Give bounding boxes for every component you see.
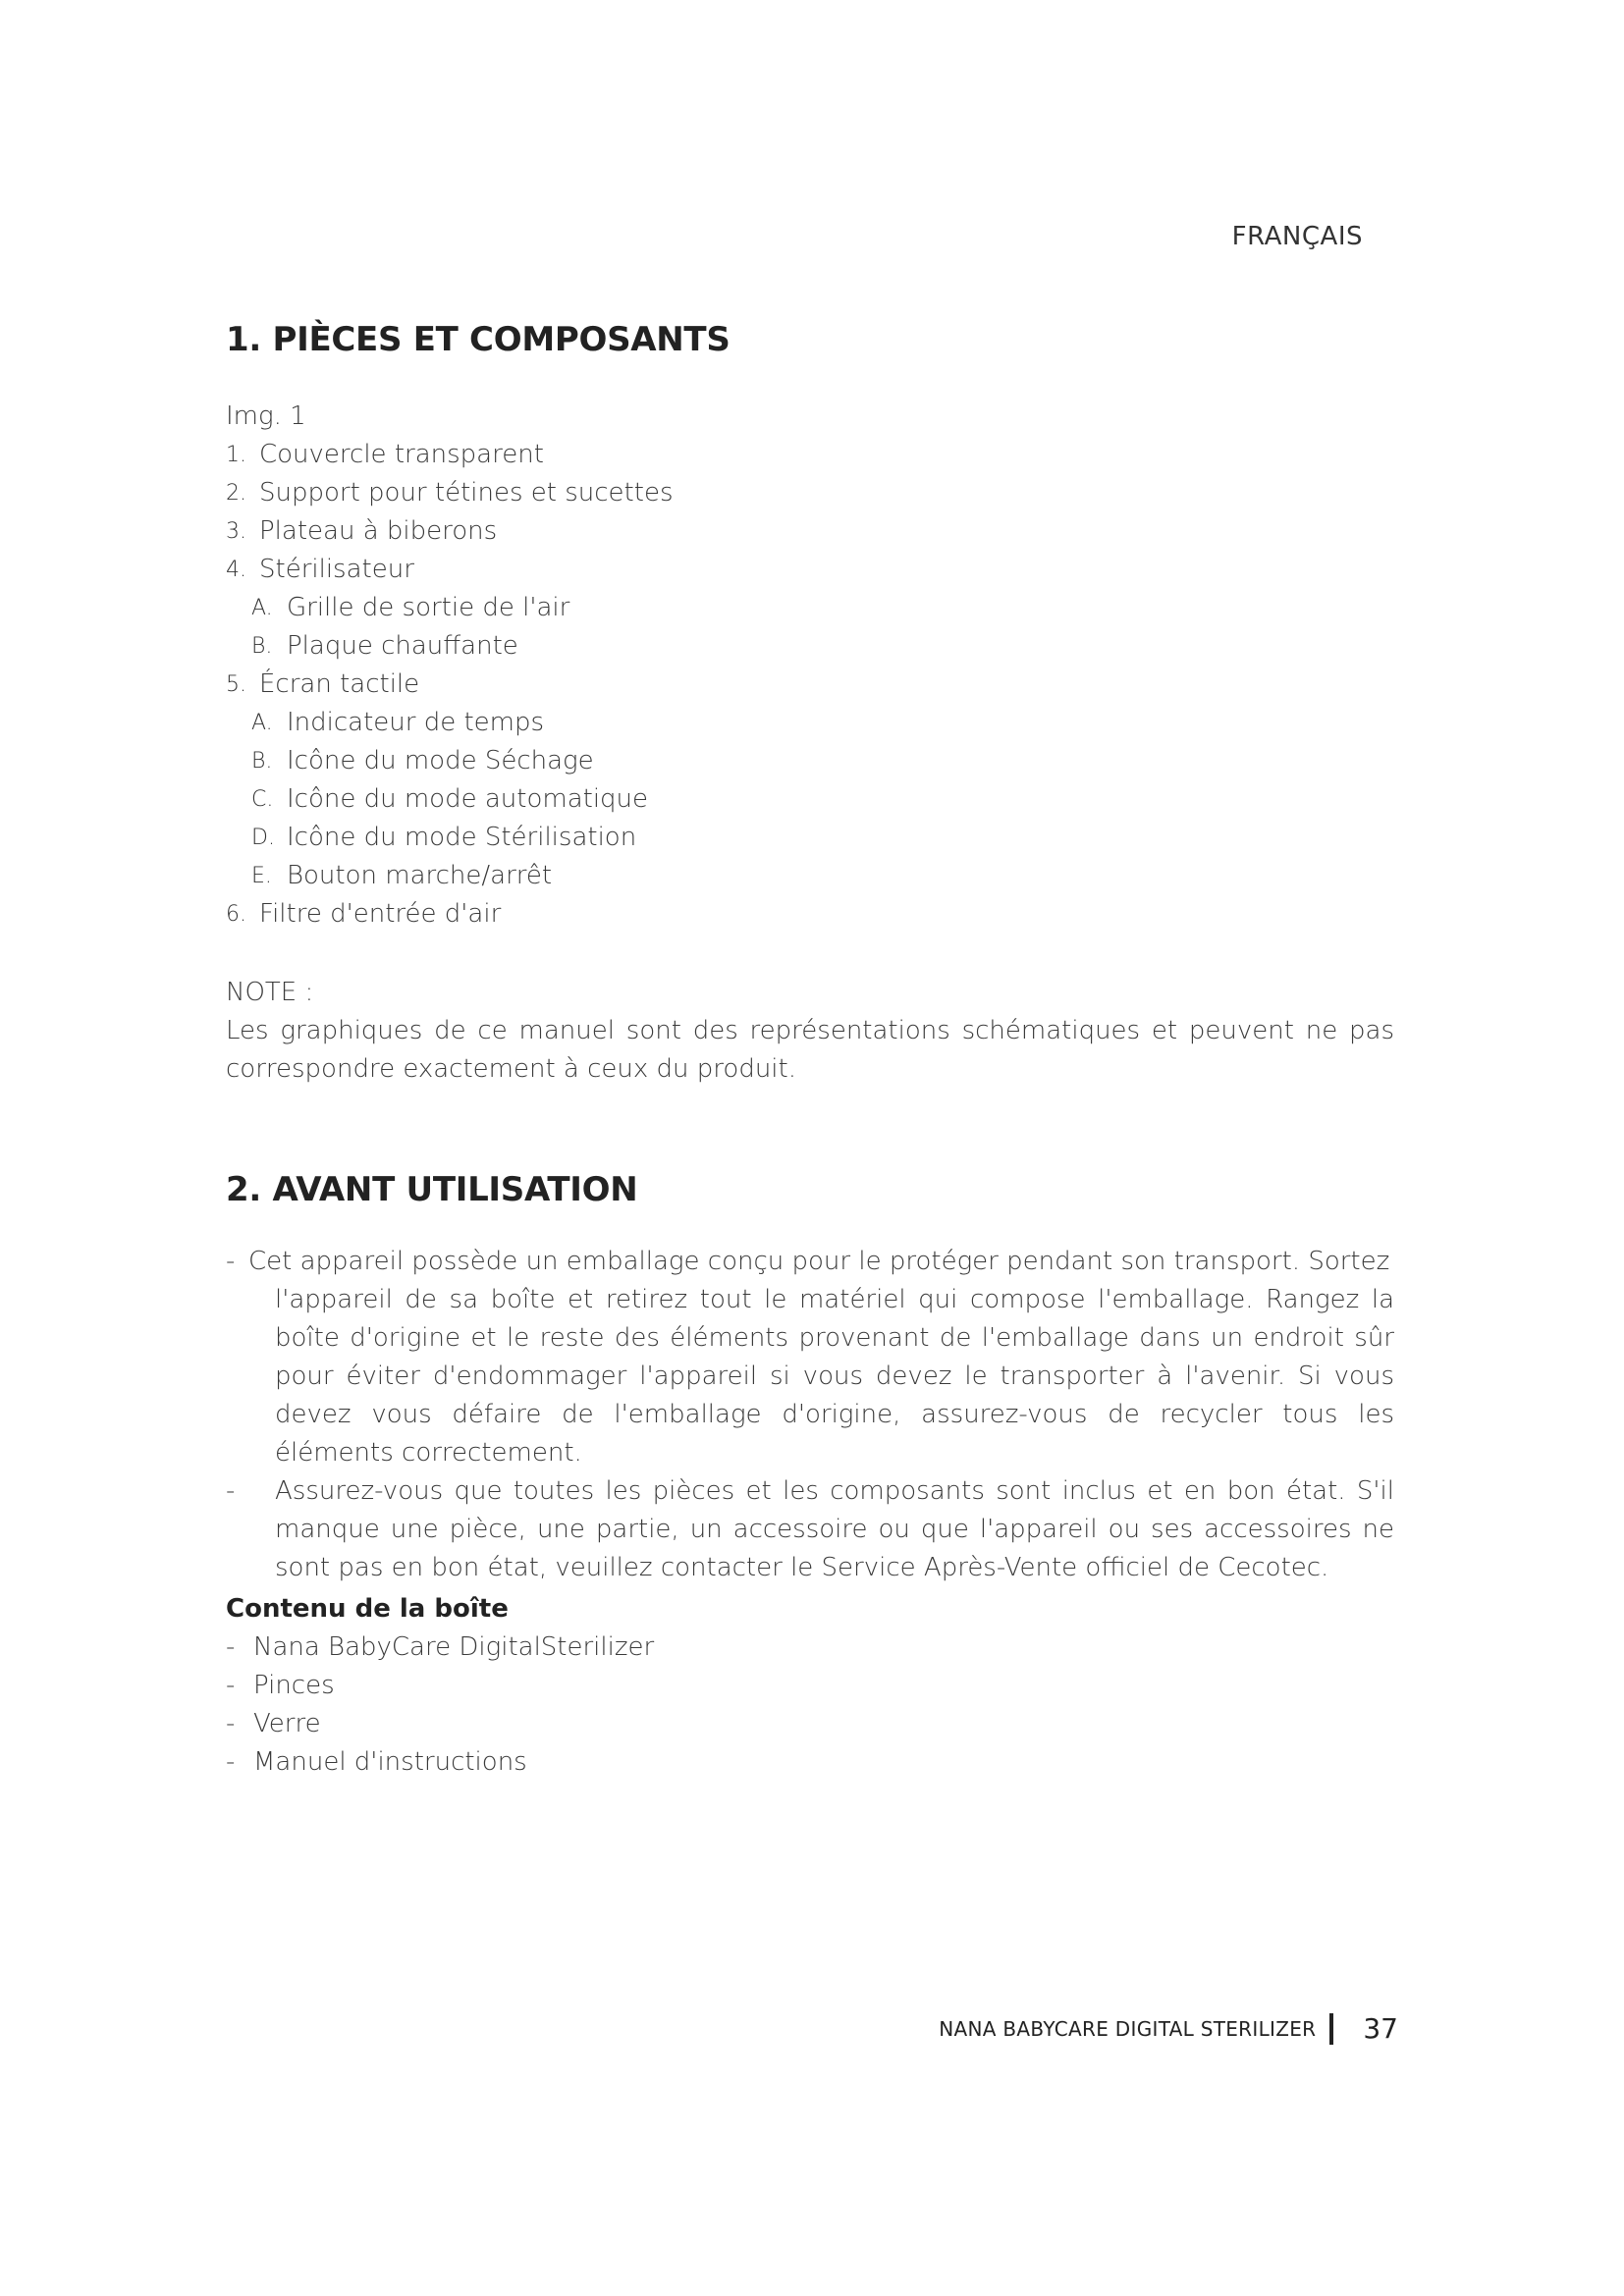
list-subitem xyxy=(226,589,1394,627)
list-item xyxy=(226,1705,1394,1743)
list-item xyxy=(226,1667,1394,1705)
item-letter: A. xyxy=(251,711,273,735)
item-number: 5. xyxy=(226,672,246,697)
item-label: Icône du mode Stérilisation xyxy=(287,823,637,852)
item-label: Stérilisateur xyxy=(259,555,414,584)
list-item xyxy=(226,1743,1394,1782)
list-item xyxy=(226,1629,1394,1667)
section-title-before-use: 2. AVANT UTILISATION xyxy=(226,1170,638,1209)
item-label: Grille de sortie de l'air xyxy=(287,593,570,622)
dash-marker: - xyxy=(226,1247,236,1276)
bullet-text: Assurez-vous que toutes les pièces et les composants sont inclus et en bon état. S'il manque une pièce, une partie, un accessoire ou que l'appareil ou ses accessoires ne sont pas en bon état, veuillez contacter le Service Après-Vente officiel de Cecotec. xyxy=(275,1476,1394,1582)
list-subitem xyxy=(226,742,1394,780)
list-item xyxy=(226,895,1394,934)
item-label: Icône du mode Séchage xyxy=(287,746,594,775)
dash-marker: - xyxy=(226,1747,236,1777)
dash-marker: - xyxy=(226,1709,236,1738)
bullet-item xyxy=(226,1243,1394,1472)
item-number: 6. xyxy=(226,902,246,927)
language-label: FRANÇAIS xyxy=(1231,222,1363,251)
dash-marker: - xyxy=(226,1476,236,1506)
instructions-list xyxy=(226,1243,1394,1587)
item-label: Écran tactile xyxy=(259,669,420,699)
page-number: 37 xyxy=(1363,2012,1398,2045)
item-label: Couvercle transparent xyxy=(259,440,544,469)
bullet-first-line: Cet appareil possède un emballage conçu pour le protéger pendant son transport. Sortez xyxy=(248,1247,1390,1276)
item-label: Verre xyxy=(253,1709,321,1738)
footer-product-name: NANA BABYCARE DIGITAL STERILIZER xyxy=(939,2016,1317,2041)
item-letter: D. xyxy=(251,826,275,850)
list-item xyxy=(226,551,1394,589)
section-title-parts: 1. PIÈCES ET COMPOSANTS xyxy=(226,320,731,359)
item-label: Bouton marche/arrêt xyxy=(287,861,553,890)
item-label: Indicateur de temps xyxy=(287,708,545,737)
item-label: Filtre d'entrée d'air xyxy=(259,899,502,929)
box-contents-title: Contenu de la boîte xyxy=(226,1594,509,1624)
list-subitem xyxy=(226,704,1394,742)
item-number: 2. xyxy=(226,481,246,506)
dash-marker: - xyxy=(226,1632,236,1662)
item-letter: C. xyxy=(251,787,274,812)
list-item xyxy=(226,512,1394,551)
parts-list xyxy=(226,398,1394,934)
item-letter: B. xyxy=(251,749,273,774)
list-subitem xyxy=(226,780,1394,819)
item-letter: B. xyxy=(251,634,273,659)
item-label: Support pour tétines et sucettes xyxy=(259,478,674,507)
item-letter: A. xyxy=(251,596,273,620)
item-label: Manuel d'instructions xyxy=(253,1747,527,1777)
list-item xyxy=(226,436,1394,474)
item-label: Icône du mode automatique xyxy=(287,784,649,814)
bullet-text: l'appareil de sa boîte et retirez tout le matériel qui compose l'emballage. Rangez la boîte d'origine et le reste des éléments provenant de l'emballage dans un endroit sûr pour éviter d'endommager l'appareil si vous devez le transporter à l'avenir. Si vous devez vous défaire de l'emballage d'origine, assurez-vous de recycler tous les éléments correctement. xyxy=(275,1285,1394,1468)
item-number: 3. xyxy=(226,519,246,544)
item-label: Pinces xyxy=(253,1671,335,1700)
item-number: 4. xyxy=(226,558,246,582)
item-number: 1. xyxy=(226,443,246,467)
box-contents xyxy=(226,1590,1394,1782)
list-subitem xyxy=(226,627,1394,666)
dash-marker: - xyxy=(226,1671,236,1700)
footer-divider xyxy=(1329,2013,1333,2045)
note-text: Les graphiques de ce manuel sont des représentations schématiques et peuvent ne pas correspondre exactement à ceux du produit. xyxy=(226,1016,1394,1084)
list-item xyxy=(226,666,1394,704)
item-label: Plateau à biberons xyxy=(259,516,498,546)
bullet-item xyxy=(226,1472,1394,1587)
list-subitem xyxy=(226,857,1394,895)
item-label: Plaque chauffante xyxy=(287,631,518,661)
list-item xyxy=(226,474,1394,512)
note-label: NOTE : xyxy=(226,978,314,1007)
page-footer xyxy=(939,2012,1398,2045)
item-letter: E. xyxy=(251,864,272,888)
list-subitem xyxy=(226,819,1394,857)
item-label: Nana BabyCare DigitalSterilizer xyxy=(253,1632,655,1662)
note-block xyxy=(226,974,1394,1089)
image-reference: Img. 1 xyxy=(226,401,306,431)
